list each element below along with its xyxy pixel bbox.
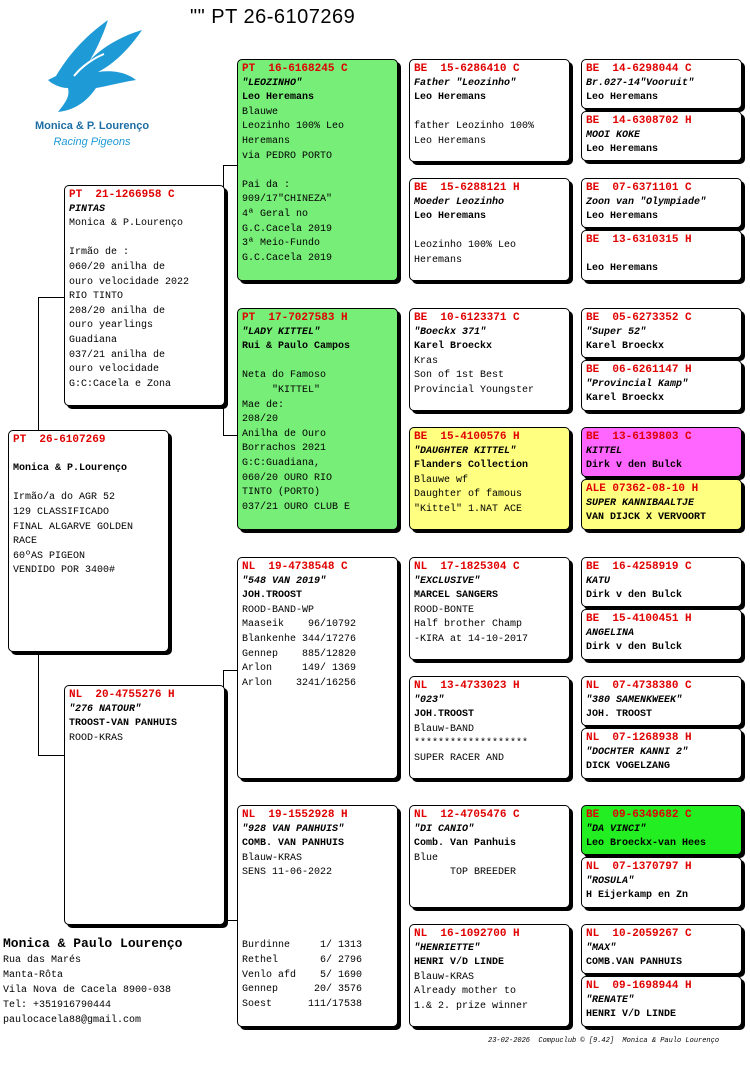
- pedigree-box-gen4[interactable]: BE 06-6261147 H "Provincial Kamp" Karel Broeckx: [581, 360, 742, 411]
- pedigree-box-gen3[interactable]: NL 17-1825304 C "EXCLUSIVE" MARCEL SANGERS ROOD-BONTE Half brother Champ -KIRA at 14-10-2017: [409, 557, 570, 660]
- dove-icon: [38, 16, 148, 116]
- pedigree-box-gen2[interactable]: NL 19-1552928 H "928 VAN PANHUIS" COMB. VAN PANHUIS Blauw-KRAS SENS 11-06-2022 Burdinne 1/ 1313 Rethel 6/ 2796 Venlo afd 5/ 1690 Gennep 20/ 3576 Soest 111/17538: [237, 805, 398, 1027]
- connector-line: [38, 297, 39, 431]
- pedigree-box-gen4[interactable]: BE 15-4100451 H ANGELINA Dirk v den Bulck: [581, 609, 742, 660]
- dam-box[interactable]: NL 20-4755276 H "276 NATOUR" TROOST-VAN PANHUIS ROOD-KRAS: [64, 685, 225, 925]
- connector-line: [38, 297, 65, 298]
- owner-street: Rua das Marés: [3, 955, 82, 966]
- pedigree-box-gen4[interactable]: BE 09-6349682 C "DA VINCI" Leo Broeckx-van Hees: [581, 805, 742, 855]
- pedigree-box-gen2[interactable]: PT 17-7027583 H "LADY KITTEL" Rui & Paulo Campos Neta do Famoso "KITTEL" Mae de: 208/20 Anilha de Ouro Borrachos 2021 G:C:Guadiana, 060/20 OURO RIO TINTO (PORTO) 037/21 OURO CLUB E: [237, 308, 398, 530]
- subject-box[interactable]: PT 26-6107269 Monica & P.Lourenço Irmão/a do AGR 52 129 CLASSIFICADO FINAL ALGARVE GOLDEN RACE 60ºAS PIGEON VENDIDO POR 3400#: [8, 430, 169, 652]
- connector-line: [223, 920, 237, 921]
- pedigree-box-gen4[interactable]: NL 10-2059267 C "MAX" COMB.VAN PANHUIS: [581, 924, 742, 974]
- logo-name: Monica & P. Lourenço: [34, 120, 150, 132]
- pedigree-box-gen3[interactable]: NL 13-4733023 H "023" JOH.TROOST Blauw-BAND ******************* SUPER RACER AND: [409, 676, 570, 779]
- page-title: "" PT 26-6107269: [190, 6, 356, 28]
- dam-ring: NL 20-4755276 H: [69, 689, 175, 701]
- pedigree-box-gen2[interactable]: PT 16-6168245 C "LEOZINHO" Leo Heremans Blauwe Leozinho 100% Leo Heremans via PEDRO PORTO Pai da : 909/17"CHINEZA" 4ª Geral no G.C.Cacela 2019 3ª Meio-Fundo G.C.Cacela 2019: [237, 59, 398, 281]
- connector-line: [38, 755, 65, 756]
- pedigree-box-gen4[interactable]: BE 16-4258919 C KATU Dirk v den Bulck: [581, 557, 742, 607]
- pedigree-box-gen2[interactable]: NL 19-4738548 C "548 VAN 2019" JOH.TROOST ROOD-BAND-WP Maaseik 96/10792 Blankenhe 344/17276 Gennep 885/12820 Arlon 149/ 1369 Arlon 3241/16256: [237, 557, 398, 779]
- owner-city: Vila Nova de Cacela 8900-038: [3, 985, 172, 996]
- pedigree-box-gen4[interactable]: NL 07-1268938 H "DOCHTER KANNI 2" DICK VOGELZANG: [581, 728, 742, 779]
- connector-line: [223, 670, 237, 671]
- logo: [22, 16, 162, 156]
- pedigree-box-gen4[interactable]: BE 14-6298044 C Br.027-14"Vooruit" Leo Heremans: [581, 59, 742, 109]
- pedigree-box-gen4[interactable]: BE 05-6273352 C "Super 52" Karel Broeckx: [581, 308, 742, 358]
- pedigree-box-gen4[interactable]: ALE 07362-08-10 H SUPER KANNIBAALTJE VAN DIJCK X VERVOORT: [581, 479, 742, 530]
- pedigree-box-gen3[interactable]: BE 15-4100576 H "DAUGHTER KITTEL" Flanders Collection Blauwe wf Daughter of famous "Kittel" 1.NAT ACE: [409, 427, 570, 530]
- pedigree-box-gen3[interactable]: BE 10-6123371 C "Boeckx 371" Karel Broeckx Kras Son of 1st Best Provincial Youngster: [409, 308, 570, 411]
- pedigree-box-gen3[interactable]: BE 15-6288121 H Moeder Leozinho Leo Heremans Leozinho 100% Leo Heremans: [409, 178, 570, 281]
- owner-contact: [3, 935, 182, 1028]
- pedigree-box-gen3[interactable]: NL 12-4705476 C "DI CANIO" Comb. Van Panhuis Blue TOP BREEDER: [409, 805, 570, 908]
- pedigree-box-gen4[interactable]: BE 13-6310315 H Leo Heremans: [581, 230, 742, 281]
- pedigree-box-gen4[interactable]: NL 07-4738380 C "380 SAMENKWEEK" JOH. TROOST: [581, 676, 742, 726]
- connector-line: [223, 435, 237, 436]
- pedigree-box-gen4[interactable]: BE 07-6371101 C Zoon van "Olympiade" Leo Heremans: [581, 178, 742, 228]
- connector-line: [223, 165, 237, 166]
- pedigree-box-gen4[interactable]: NL 07-1370797 H "ROSULA" H Eijerkamp en Zn: [581, 857, 742, 908]
- subject-ring: PT 26-6107269: [13, 434, 106, 446]
- logo-tagline: Racing Pigeons: [53, 136, 131, 148]
- pedigree-box-gen3[interactable]: NL 16-1092700 H "HENRIETTE" HENRI V/D LINDE Blauw-KRAS Already mother to 1.& 2. prize winner: [409, 924, 570, 1027]
- pedigree-box-gen4[interactable]: NL 09-1698944 H "RENATE" HENRI V/D LINDE: [581, 976, 742, 1027]
- connector-line: [38, 655, 39, 755]
- sire-box[interactable]: PT 21-1266958 C PINTAS Monica & P.Lourenço Irmão de : 060/20 anilha de ouro velocidade 2022 RIO TINTO 208/20 anilha de ouro yearlings Guadiana 037/21 anilha de ouro velocidade G:C:Cacela e Zona: [64, 185, 225, 406]
- pedigree-box-gen4[interactable]: BE 13-6139803 C KITTEL Dirk v den Bulck: [581, 427, 742, 477]
- pedigree-box-gen3[interactable]: BE 15-6286410 C Father "Leozinho" Leo Heremans father Leozinho 100% Leo Heremans: [409, 59, 570, 162]
- sire-ring: PT 21-1266958 C: [69, 189, 175, 201]
- owner-email[interactable]: paulocacela88@gmail.com: [3, 1015, 142, 1026]
- pedigree-box-gen4[interactable]: BE 14-6308702 H MOOI KOKE Leo Heremans: [581, 111, 742, 161]
- footer-credits: 23-02-2026 Compuclub © [9.42] Monica & Paulo Lourenço: [488, 1037, 720, 1045]
- owner-phone: Tel: +351916790444: [3, 1000, 112, 1011]
- owner-town: Manta-Rôta: [3, 970, 64, 981]
- owner-name: Monica & Paulo Lourenço: [3, 936, 183, 951]
